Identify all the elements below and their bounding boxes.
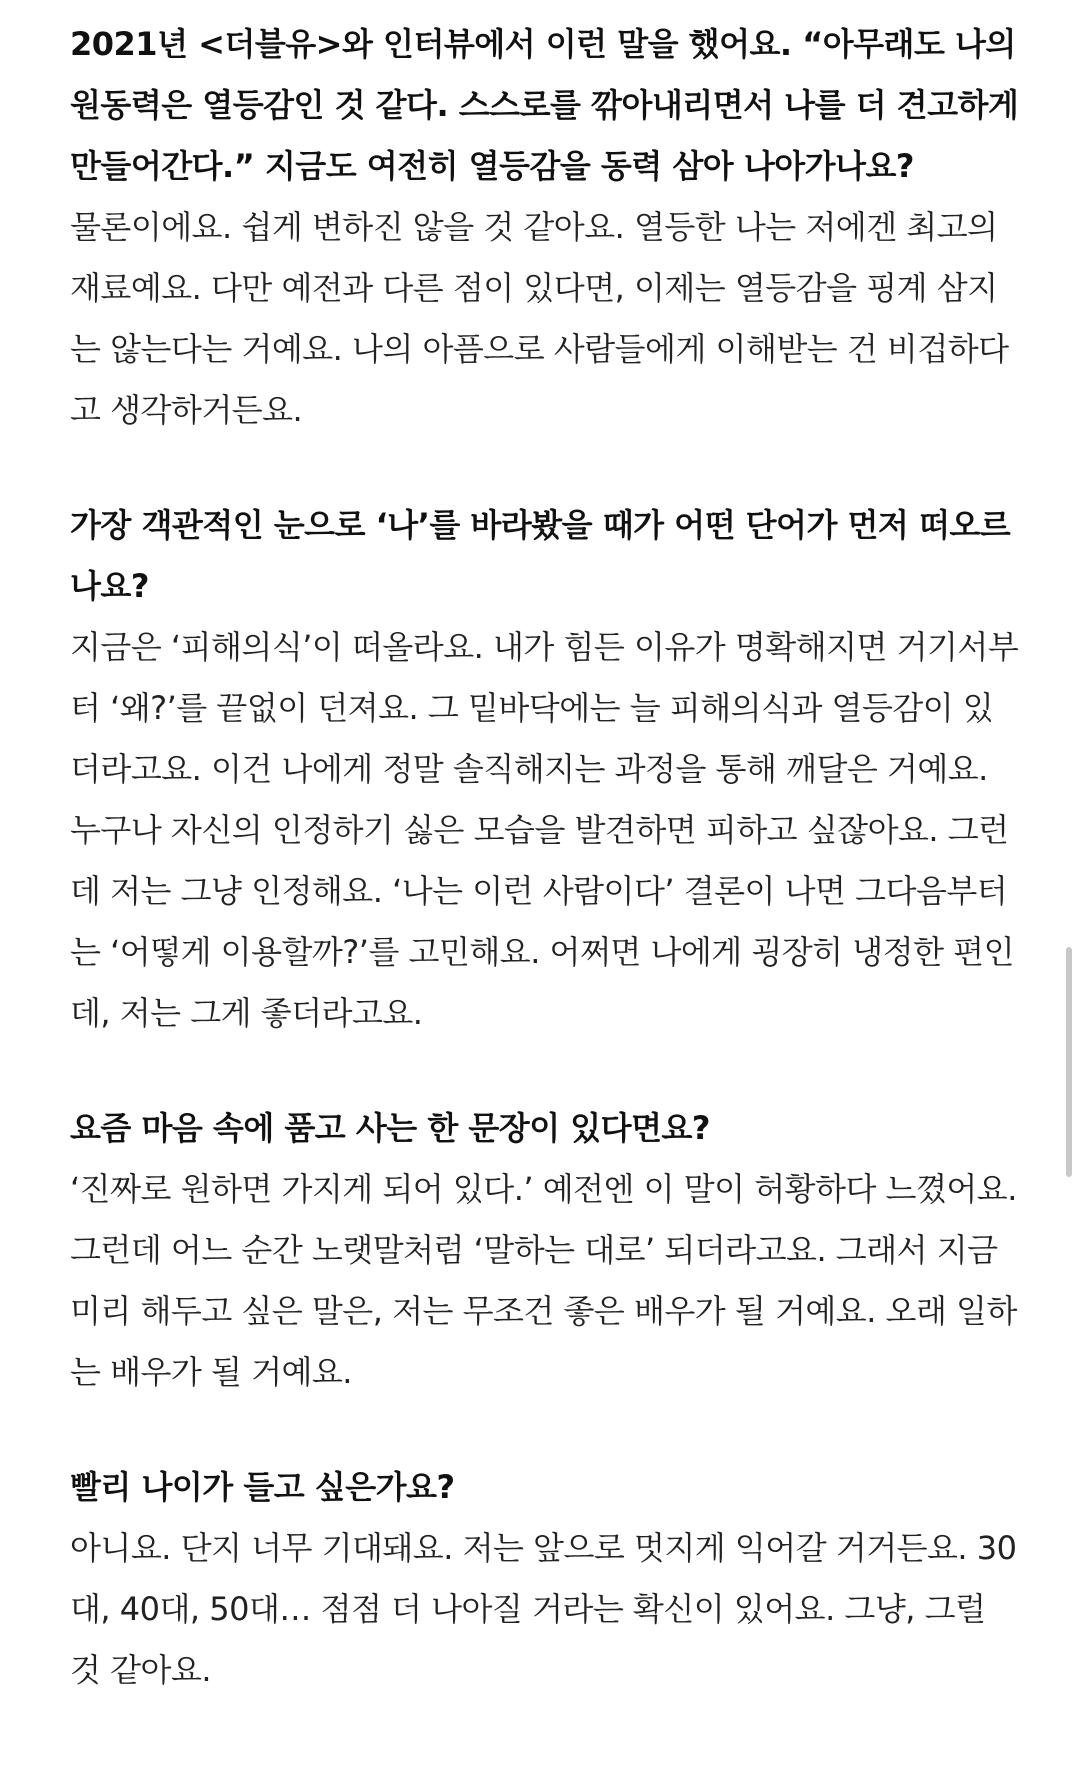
- qa-block: [70, 1098, 1020, 1403]
- article-body: [70, 14, 1020, 1755]
- interview-answer: ‘진짜로 원하면 가지게 되어 있다.’ 예전엔 이 말이 허황하다 느꼈어요. 그런데 어느 순간 노랫말처럼 ‘말하는 대로’ 되더라고요. 그래서 지금 미리 해두고 싶은 말은, 저는 무조건 좋은 배우가 될 거예요. 오래 일하는 배우가 될 거예요.: [70, 1170, 1017, 1391]
- interview-answer: 지금은 ‘피해의식’이 떠올라요. 내가 힘든 이유가 명확해지면 거기서부터 ‘왜?’를 끝없이 던져요. 그 밑바닥에는 늘 피해의식과 열등감이 있더라고요. 이건 나에게 정말 솔직해지는 과정을 통해 깨달은 거예요. 누구나 자신의 인정하기 싫은 모습을 발견하면 피하고 싶잖아요. 그런데 저는 그냥 인정해요. ‘나는 이런 사람이다’ 결론이 나면 그다음부터는 ‘어떻게 이용할까?’를 고민해요. 어쩌면 나에게 굉장히 냉정한 편인데, 저는 그게 좋더라고요.: [70, 628, 1019, 1032]
- vertical-scrollbar[interactable]: [1066, 947, 1072, 1177]
- qa-block: [70, 1457, 1020, 1701]
- interview-question: 빨리 나이가 들고 싶은가요?: [70, 1468, 455, 1506]
- interview-answer: 물론이에요. 쉽게 변하진 않을 것 같아요. 열등한 나는 저에겐 최고의 재료예요. 다만 예전과 다른 점이 있다면, 이제는 열등감을 핑계 삼지는 않는다는 거예요. 나의 아픔으로 사람들에게 이해받는 건 비겁하다고 생각하거든요.: [70, 208, 1009, 429]
- interview-question: 요즘 마음 속에 품고 사는 한 문장이 있다면요?: [70, 1109, 710, 1147]
- interview-question: 2021년 <더블유>와 인터뷰에서 이런 말을 했어요. “아무래도 나의 원동력은 열등감인 것 같다. 스스로를 깎아내리면서 나를 더 견고하게 만들어간다.” 지금도 여전히 열등감을 동력 삼아 나아가나요?: [70, 25, 1019, 185]
- interview-answer: 아니요. 단지 너무 기대돼요. 저는 앞으로 멋지게 익어갈 거거든요. 30대, 40대, 50대… 점점 더 나아질 거라는 확신이 있어요. 그냥, 그럴 것 같아요.: [70, 1529, 1017, 1689]
- qa-block: [70, 14, 1020, 441]
- interview-question: 가장 객관적인 눈으로 ‘나’를 바라봤을 때가 어떤 단어가 먼저 떠오르나요?: [70, 506, 1011, 605]
- qa-block: [70, 495, 1020, 1044]
